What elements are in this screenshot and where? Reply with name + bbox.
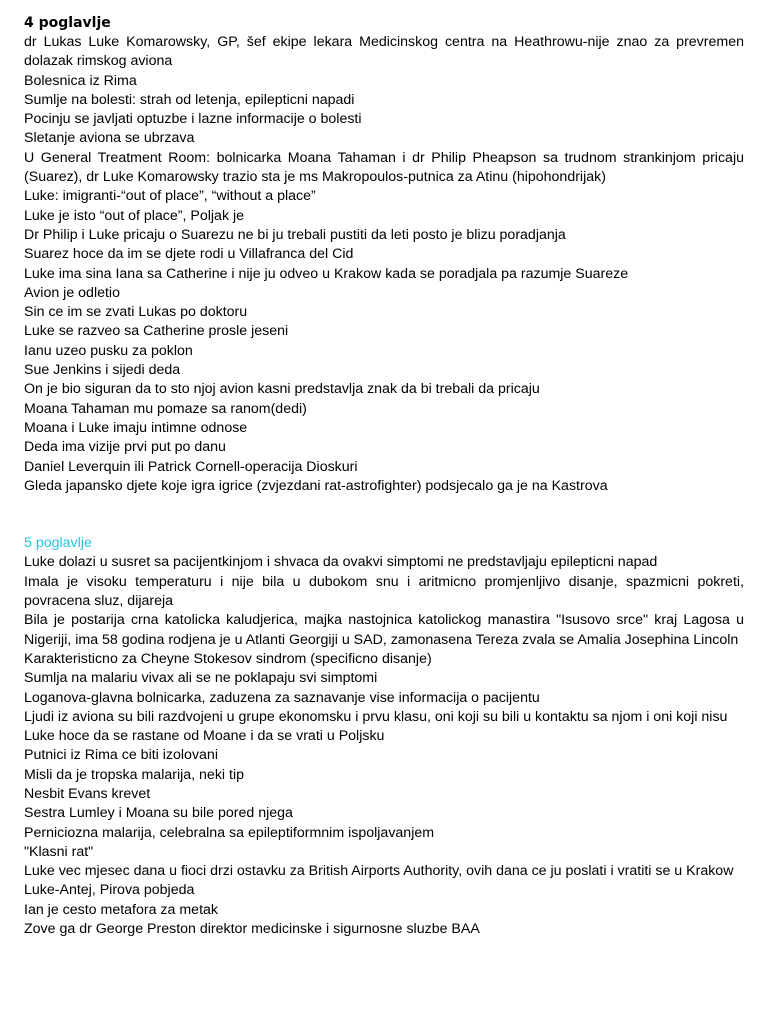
section-gap: [24, 496, 744, 534]
text-line: Ljudi iz aviona su bili razdvojeni u grupe ekonomsku i prvu klasu, oni koji su bili u kontaktu sa njom i oni koji nisu: [24, 708, 728, 725]
chapter-4-heading: 4 poglavlje: [24, 15, 111, 31]
text-line: Deda ima vizije prvi put po danu: [24, 439, 226, 456]
text-line: Putnici iz Rima ce biti izolovani: [24, 747, 218, 764]
text-line: "Klasni rat": [24, 843, 94, 860]
text-line: Luke se razveo sa Catherine prosle jeseni: [24, 323, 289, 340]
text-line: Ianu uzeo pusku za poklon: [24, 342, 193, 359]
text-line: Sin ce im se zvati Lukas po doktoru: [24, 304, 248, 321]
text-line: Bila je postarija crna katolicka kaludjerica, majka nastojnica katolickog manastira "Isusovo srce" kraj Lagosa u Nigeriji, ima 58 godina rodjena je u Atlanti Georgiji u SAD, zamonasena Tereza zvala se Amalia Josephina Lincoln: [24, 612, 744, 648]
text-line: U General Treatment Room: bolnicarka Moana Tahaman i dr Philip Pheapson sa trudnom strankinjom pricaju (Suarez), dr Luke Komarowsky trazio sta je ms Makropoulos-putnica za Atinu (hipohondrijak): [24, 149, 744, 186]
text-line: Sumlje na bolesti: strah od letenja, epilepticni napadi: [24, 91, 355, 108]
text-line: Luke dolazi u susret sa pacijentkinjom i shvaca da ovakvi simptomi ne predstavljaju epilepticni napad: [24, 554, 658, 571]
text-line: Luke hoce da se rastane od Moane i da se vrati u Poljsku: [24, 728, 385, 745]
text-line: Luke je isto “out of place”, Poljak je: [24, 207, 245, 224]
text-line: dr Lukas Luke Komarowsky, GP, šef ekipe lekara Medicinskog centra na Heathrowu-nije znao za prevremen dolazak rimskog aviona: [24, 34, 744, 70]
text-line: Perniciozna malarija, celebralna sa epileptiformnim ispoljavanjem: [24, 824, 435, 841]
text-line: Sumlja na malariu vivax ali se ne poklapaju svi simptomi: [24, 670, 378, 687]
text-line: Dr Philip i Luke pricaju o Suarezu ne bi ju trebali pustiti da leti posto je blizu poradjanja: [24, 226, 566, 243]
text-line: Bolesnica iz Rima: [24, 72, 137, 89]
text-line: Moana i Luke imaju intimne odnose: [24, 419, 248, 436]
text-line: Pocinju se javljati optuzbe i lazne informacije o bolesti: [24, 111, 362, 128]
text-line: Imala je visoku temperaturu i nije bila u dubokom snu i aritmicno promjenljivo disanje, spazmicni pokreti, povracena sluz, dijareja: [24, 573, 744, 610]
text-line: Misli da je tropska malarija, neki tip: [24, 766, 244, 783]
text-line: Karakteristicno za Cheyne Stokesov sindrom (specificno disanje): [24, 650, 432, 667]
text-line: Avion je odletio: [24, 284, 120, 301]
chapter-5-heading: 5 poglavlje: [24, 535, 92, 552]
text-line: Suarez hoce da im se djete rodi u Villafranca del Cid: [24, 246, 354, 263]
text-line: Luke-Antej, Pirova pobjeda: [24, 882, 195, 899]
text-line: Zove ga dr George Preston direktor medicinske i sigurnosne sluzbe BAA: [24, 921, 480, 938]
text-line: Nesbit Evans krevet: [24, 785, 151, 802]
text-line: Daniel Leverquin ili Patrick Cornell-operacija Dioskuri: [24, 458, 358, 475]
text-line: Sestra Lumley i Moana su bile pored njega: [24, 805, 293, 822]
text-line: Ian je cesto metafora za metak: [24, 901, 218, 918]
text-line: Moana Tahaman mu pomaze sa ranom(dedi): [24, 400, 307, 417]
text-line: On je bio siguran da to sto njoj avion kasni predstavlja znak da bi trebali da pricaju: [24, 381, 540, 398]
text-line: Loganova-glavna bolnicarka, zaduzena za saznavanje vise informacija o pacijentu: [24, 689, 540, 706]
text-line: Sue Jenkins i sijedi deda: [24, 362, 181, 379]
text-line: Luke: imigranti-“out of place”, “without a place”: [24, 188, 316, 205]
text-line: Gleda japansko djete koje igra igrice (zvjezdani rat-astrofighter) podsjecalo ga je na Kastrova: [24, 477, 608, 494]
text-line: Sletanje aviona se ubrzava: [24, 130, 195, 147]
text-line: Luke vec mjesec dana u fioci drzi ostavku za British Airports Authority, ovih dana ce ju poslati i vratiti se u Krakow: [24, 863, 734, 880]
text-line: Luke ima sina Iana sa Catherine i nije ju odveo u Krakow kada se poradjala pa razumje Suareze: [24, 265, 629, 282]
